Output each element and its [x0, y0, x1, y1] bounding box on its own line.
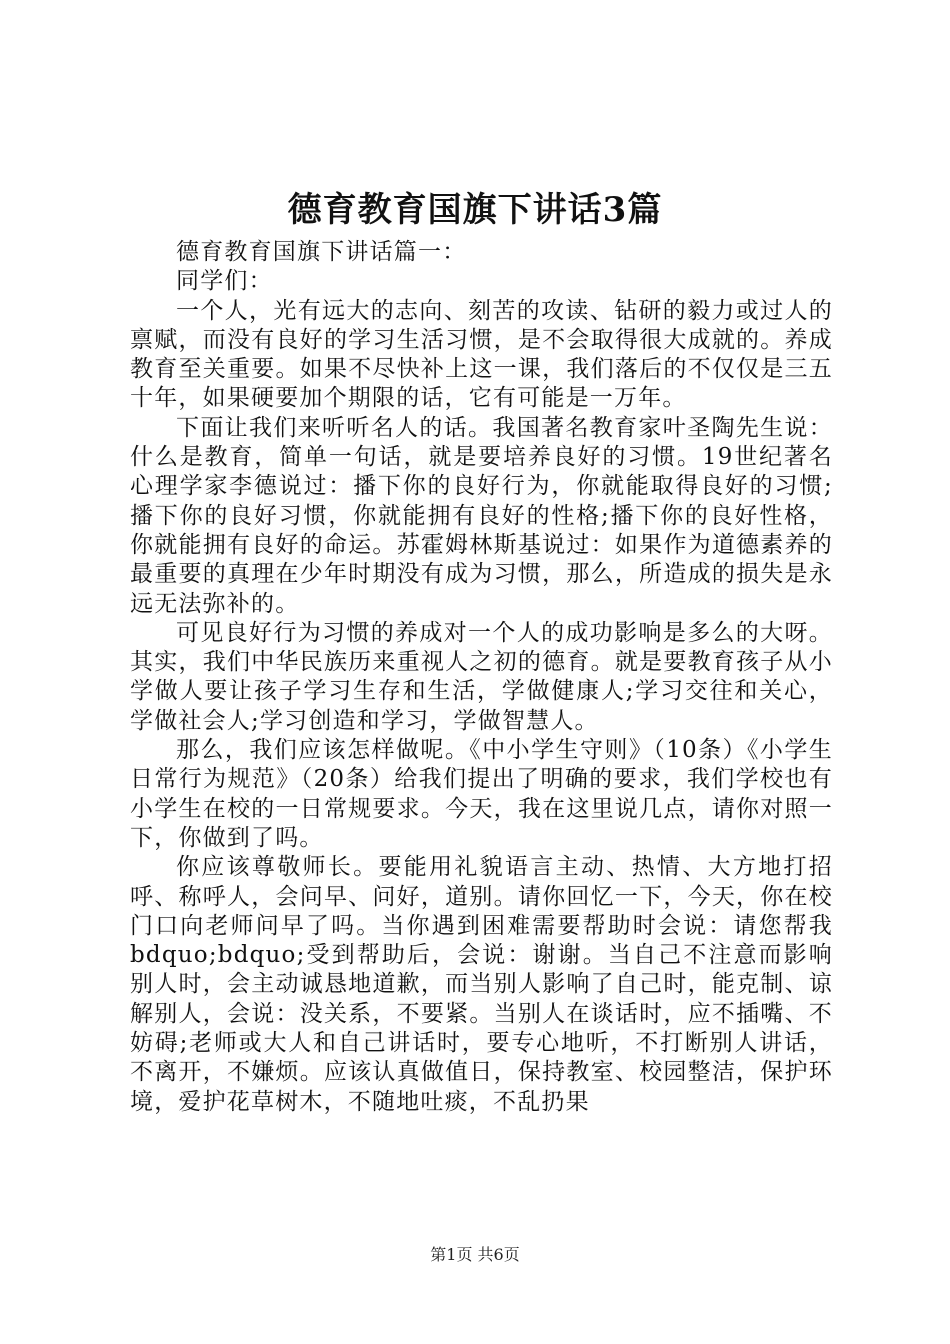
paragraph: 一个人，光有远大的志向、刻苦的攻读、钻研的毅力或过人的禀赋，而没有良好的学习生活习惯，是不会取得很大成就的。养成教育至关重要。如果不尽快补上这一课，我们落后的不仅仅是三五十年，如果硬要加个期限的话，它有可能是一万年。	[130, 297, 833, 412]
paragraph: 下面让我们来听听名人的话。我国著名教育家叶圣陶先生说：什么是教育，简单一句话，就是要培养良好的习惯。19世纪著名心理学家李德说过：播下你的良好行为，你就能取得良好的习惯;播下你的良好习惯，你就能拥有良好的性格;播下你的良好性格，你就能拥有良好的命运。苏霍姆林斯基说过：如果作为道德素养的最重要的真理在少年时期没有成为习惯，那么，所造成的损失是永远无法弥补的。	[130, 414, 833, 617]
paragraph-salutation: 同学们：	[176, 268, 273, 295]
page-number-footer: 第1页 共6页	[430, 1245, 520, 1264]
document-body	[130, 238, 833, 1117]
page-title: 德育教育国旗下讲话3篇	[287, 190, 663, 230]
paragraph: 那么，我们应该怎样做呢。《中小学生守则》（10条）《小学生日常行为规范》（20条）给我们提出了明确的要求，我们学校也有小学生在校的一日常规要求。今天，我在这里说几点，请你对照一下，你做到了吗。	[130, 737, 833, 851]
paragraph: 可见良好行为习惯的养成对一个人的成功影响是多么的大呀。其实，我们中华民族历来重视人之初的德育。就是要教育孩子从小学做人要让孩子学习生存和生活，学做健康人;学习交往和关心，学做社会人;学习创造和学习，学做智慧人。	[130, 619, 833, 734]
paragraph-section-heading: 德育教育国旗下讲话篇一：	[176, 239, 467, 265]
paragraph: 你应该尊敬师长。要能用礼貌语言主动、热情、大方地打招呼、称呼人，会问早、问好，道别。请你回忆一下，今天，你在校门口向老师问早了吗。当你遇到困难需要帮助时会说：请您帮我bdquo;bdquo;受到帮助后，会说：谢谢。当自己不注意而影响别人时，会主动诚恳地道歉，而当别人影响了自己时，能克制、谅解别人，会说：没关系，不要紧。当别人在谈话时，应不插嘴、不妨碍;老师或大人和自己讲话时，要专心地听，不打断别人讲话，不离开，不嫌烦。应该认真做值日，保持教室、校园整洁，保护环境，爱护花草树木，不随地吐痰，不乱扔果	[130, 854, 833, 1115]
